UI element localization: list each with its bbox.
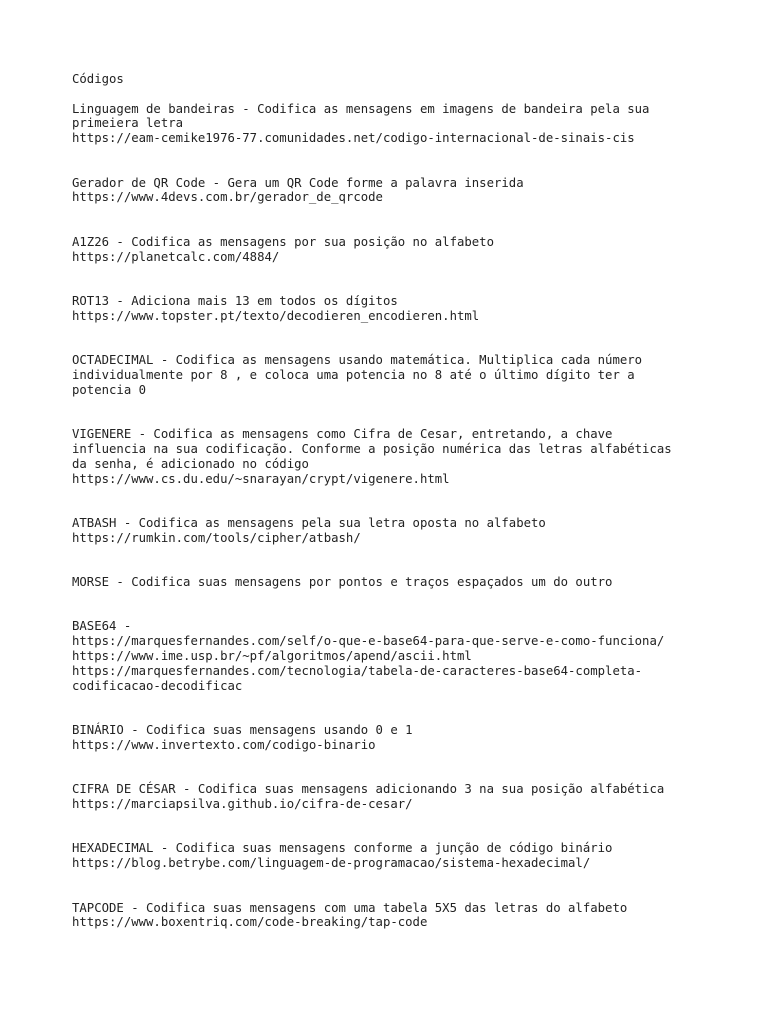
entry-text: da senha, é adicionado no código xyxy=(72,456,309,471)
entry-spacer xyxy=(72,324,732,354)
entry-text: BASE64 - xyxy=(72,619,132,634)
entry-url: https://eam-cemike1976-77.comunidades.net/codigo-internacional-de-sinais-cis xyxy=(72,131,635,146)
page-title: Códigos xyxy=(72,72,124,86)
entry-url: https://rumkin.com/tools/cipher/atbash/ xyxy=(72,530,361,545)
entry-text: Gerador de QR Code - Gera um QR Code forme a palavra inserida xyxy=(72,175,524,190)
code-entry xyxy=(72,723,732,753)
entry-spacer xyxy=(72,205,732,235)
entry-url: https://marquesfernandes.com/tecnologia/tabela-de-caracteres-base64-completa- xyxy=(72,663,643,678)
entry-url: https://blog.betrybe.com/linguagem-de-programacao/sistema-hexadecimal/ xyxy=(72,856,591,871)
entry-text: ROT13 - Adiciona mais 13 em todos os dígitos xyxy=(72,293,398,308)
entry-text: MORSE - Codifica suas mensagens por pontos e traços espaçados um do outro xyxy=(72,575,613,590)
entry-text: HEXADECIMAL - Codifica suas mensagens conforme a junção de código binário xyxy=(72,841,613,856)
entry-text: CIFRA DE CÉSAR - Codifica suas mensagens adicionando 3 na sua posição alfabética xyxy=(72,782,665,797)
entry-url: https://www.boxentriq.com/code-breaking/tap-code xyxy=(72,915,428,930)
entry-spacer xyxy=(72,812,732,842)
entry-url: codificacao-decodificac xyxy=(72,678,243,693)
entry-url: https://www.topster.pt/texto/decodieren_encodieren.html xyxy=(72,308,480,323)
entry-url: https://www.4devs.com.br/gerador_de_qrcode xyxy=(72,190,383,205)
entry-spacer xyxy=(72,146,732,176)
entry-spacer xyxy=(72,486,732,516)
code-entry xyxy=(72,901,732,931)
entry-spacer xyxy=(72,693,732,723)
entry-text: BINÁRIO - Codifica suas mensagens usando 0 e 1 xyxy=(72,723,413,738)
entry-url: https://www.cs.du.edu/~snarayan/crypt/vigenere.html xyxy=(72,471,450,486)
code-entry xyxy=(72,235,732,265)
code-entry xyxy=(72,782,732,812)
entry-list xyxy=(72,102,732,931)
entry-spacer xyxy=(72,590,732,620)
entry-url: https://marciapsilva.github.io/cifra-de-cesar/ xyxy=(72,797,413,812)
entry-spacer xyxy=(72,398,732,428)
code-entry xyxy=(72,294,732,324)
entry-text: ATBASH - Codifica as mensagens pela sua letra oposta no alfabeto xyxy=(72,515,546,530)
code-entry xyxy=(72,516,732,546)
entry-url: https://www.ime.usp.br/~pf/algoritmos/apend/ascii.html xyxy=(72,649,472,664)
code-entry xyxy=(72,176,732,206)
entry-text: potencia 0 xyxy=(72,382,147,397)
entry-text: Linguagem de bandeiras - Codifica as mensagens em imagens de bandeira pela sua xyxy=(72,101,650,116)
entry-text: influencia na sua codificação. Conforme a posição numérica das letras alfabéticas xyxy=(72,441,672,456)
code-entry xyxy=(72,619,732,693)
entry-url: https://marquesfernandes.com/self/o-que-e-base64-para-que-serve-e-como-funciona/ xyxy=(72,634,665,649)
entry-spacer xyxy=(72,871,732,901)
entry-spacer xyxy=(72,753,732,783)
code-entry xyxy=(72,353,732,397)
code-entry xyxy=(72,575,732,590)
entry-text: OCTADECIMAL - Codifica as mensagens usando matemática. Multiplica cada número xyxy=(72,353,643,368)
entry-text: VIGENERE - Codifica as mensagens como Cifra de Cesar, entretando, a chave xyxy=(72,427,613,442)
entry-text: individualmente por 8 , e coloca uma potencia no 8 até o último dígito ter a xyxy=(72,367,635,382)
entry-url: https://www.invertexto.com/codigo-binario xyxy=(72,737,376,752)
entry-text: A1Z26 - Codifica as mensagens por sua posição no alfabeto xyxy=(72,234,494,249)
entry-text: primeiera letra xyxy=(72,116,184,131)
document-page xyxy=(72,72,732,930)
code-entry xyxy=(72,427,732,486)
entry-text: TAPCODE - Codifica suas mensagens com uma tabela 5X5 das letras do alfabeto xyxy=(72,900,628,915)
code-entry xyxy=(72,102,732,146)
code-entry xyxy=(72,841,732,871)
entry-url: https://planetcalc.com/4884/ xyxy=(72,249,280,264)
entry-spacer xyxy=(72,264,732,294)
entry-spacer xyxy=(72,546,732,576)
